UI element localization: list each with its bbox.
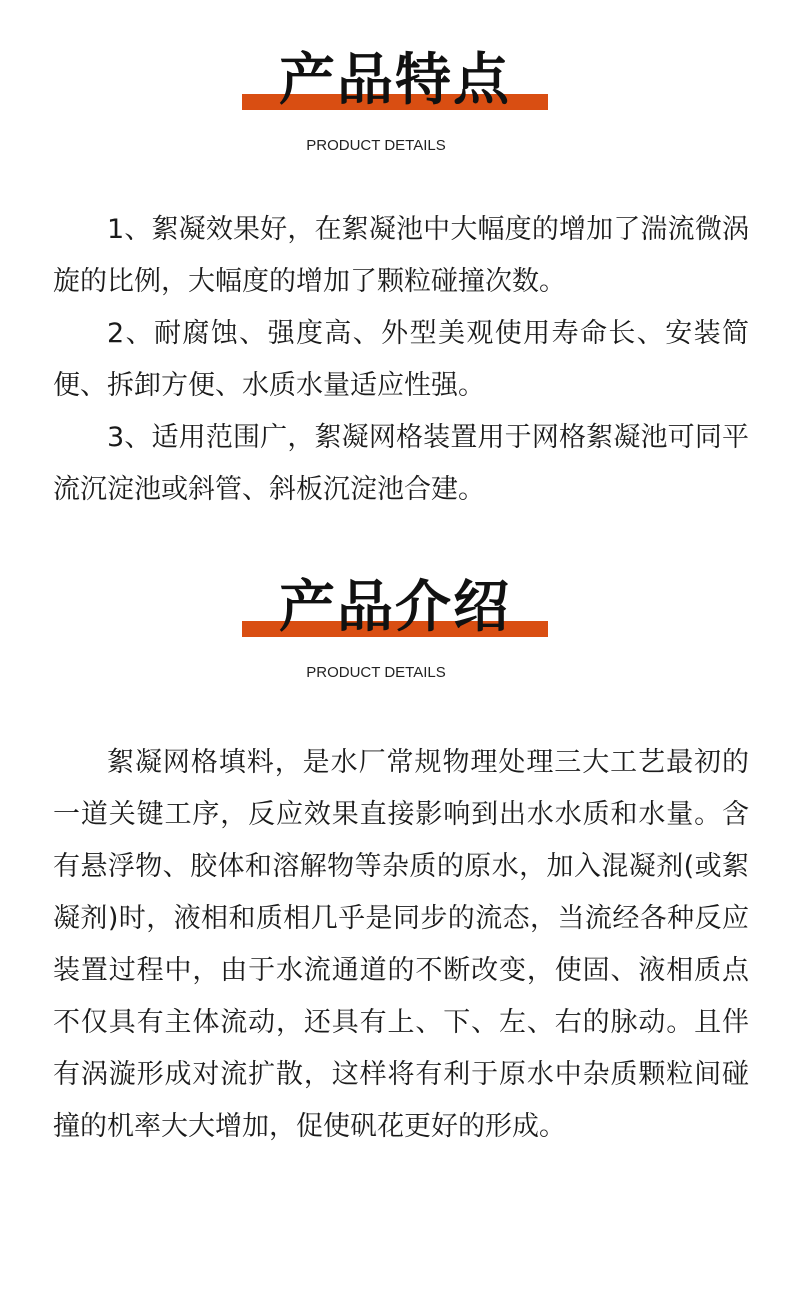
section-subtitle: PRODUCT DETAILS (306, 137, 446, 154)
section-title: 产品介绍 (279, 575, 511, 640)
section-title-block (0, 573, 790, 643)
section-title-block (0, 46, 790, 116)
intro-paragraph: 絮凝网格填料，是水厂常规物理处理三大工艺最初的一道关键工序，反应效果直接影响到出水水质和水量。含有悬浮物、胶体和溶解物等杂质的原水，加入混凝剂(或絮凝剂)时，液相和质相几乎是同步的流态，当流经各种反应装置过程中，由于水流通道的不断改变，使固、液相质点不仅具有主体流动，还具有上、下、左、右的脉动。且伴有涡漩形成对流扩散，这样将有利于原水中杂质颗粒间碰撞的机率大大增加，促使矾花更好的形成。 (53, 747, 749, 1142)
intro-body (53, 737, 749, 1153)
feature-paragraph: 1、絮凝效果好，在絮凝池中大幅度的增加了湍流微涡旋的比例，大幅度的增加了颗粒碰撞次数。 (53, 214, 749, 297)
section-subtitle: PRODUCT DETAILS (306, 664, 446, 681)
section-title: 产品特点 (279, 48, 511, 113)
features-body (53, 204, 749, 516)
feature-paragraph: 3、适用范围广，絮凝网格装置用于网格絮凝池可同平流沉淀池或斜管、斜板沉淀池合建。 (53, 422, 749, 505)
feature-paragraph: 2、耐腐蚀、强度高、外型美观使用寿命长、安装简便、拆卸方便、水质水量适应性强。 (53, 318, 749, 401)
